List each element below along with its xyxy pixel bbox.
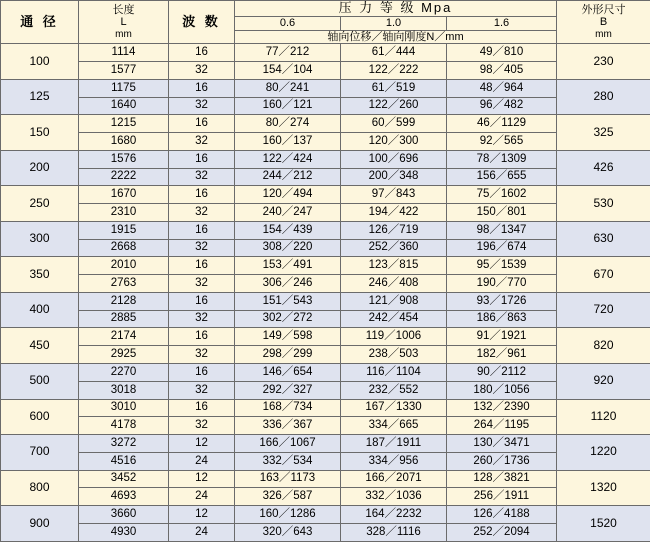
cell-length: 1915 <box>79 221 169 239</box>
cell-dn: 400 <box>1 292 79 328</box>
cell-dn: 900 <box>1 506 79 542</box>
header-outer-size: 外形尺寸 B mm <box>557 1 650 44</box>
cell-dn: 600 <box>1 399 79 435</box>
cell-length: 1576 <box>79 150 169 168</box>
cell-pressure-0-6: 120／494 <box>235 186 341 204</box>
cell-pressure-1-6: 264／1195 <box>447 417 557 435</box>
cell-length: 4516 <box>79 452 169 470</box>
header-length: 长度 L mm <box>79 1 169 44</box>
cell-wave-count: 32 <box>169 310 235 328</box>
cell-pressure-1-6: 49／810 <box>447 44 557 62</box>
cell-wave-count: 16 <box>169 328 235 346</box>
cell-pressure-0-6: 154／104 <box>235 61 341 79</box>
cell-outer-size: 670 <box>557 257 650 293</box>
table-row <box>1 44 650 62</box>
cell-length: 1114 <box>79 44 169 62</box>
cell-length: 4930 <box>79 523 169 541</box>
cell-wave-count: 32 <box>169 381 235 399</box>
table-row <box>1 452 650 470</box>
cell-outer-size: 720 <box>557 292 650 328</box>
cell-pressure-0-6: 149／598 <box>235 328 341 346</box>
cell-wave-count: 12 <box>169 470 235 488</box>
cell-length: 3660 <box>79 506 169 524</box>
cell-pressure-0-6: 320／643 <box>235 523 341 541</box>
cell-pressure-1-0: 116／1104 <box>341 364 447 382</box>
cell-outer-size: 1320 <box>557 470 650 506</box>
cell-dn: 350 <box>1 257 79 293</box>
cell-pressure-1-6: 186／863 <box>447 310 557 328</box>
cell-pressure-1-6: 48／964 <box>447 79 557 97</box>
header-pressure-0-6: 0.6 <box>235 16 341 30</box>
cell-dn: 150 <box>1 115 79 151</box>
cell-pressure-1-0: 122／260 <box>341 97 447 115</box>
cell-pressure-1-0: 242／454 <box>341 310 447 328</box>
table-row <box>1 488 650 506</box>
cell-wave-count: 16 <box>169 292 235 310</box>
table-row <box>1 310 650 328</box>
cell-length: 4178 <box>79 417 169 435</box>
cell-pressure-0-6: 160／137 <box>235 133 341 151</box>
cell-pressure-1-6: 260／1736 <box>447 452 557 470</box>
cell-pressure-0-6: 308／220 <box>235 239 341 257</box>
cell-length: 1577 <box>79 61 169 79</box>
cell-length: 1215 <box>79 115 169 133</box>
cell-pressure-1-6: 98／405 <box>447 61 557 79</box>
cell-pressure-1-0: 238／503 <box>341 346 447 364</box>
cell-pressure-0-6: 302／272 <box>235 310 341 328</box>
header-pressure-1-6: 1.6 <box>447 16 557 30</box>
cell-wave-count: 24 <box>169 452 235 470</box>
cell-pressure-0-6: 240／247 <box>235 204 341 222</box>
cell-wave-count: 24 <box>169 523 235 541</box>
header-dn: 通 径 <box>1 1 79 44</box>
cell-length: 3452 <box>79 470 169 488</box>
cell-pressure-1-6: 196／674 <box>447 239 557 257</box>
cell-pressure-1-6: 156／655 <box>447 168 557 186</box>
cell-pressure-1-0: 187／1911 <box>341 435 447 453</box>
cell-wave-count: 32 <box>169 204 235 222</box>
cell-dn: 100 <box>1 44 79 80</box>
table-row <box>1 257 650 275</box>
cell-pressure-1-0: 164／2232 <box>341 506 447 524</box>
cell-pressure-1-0: 194／422 <box>341 204 447 222</box>
table-row <box>1 435 650 453</box>
table-row <box>1 186 650 204</box>
cell-pressure-0-6: 80／241 <box>235 79 341 97</box>
cell-wave-count: 24 <box>169 488 235 506</box>
table-body <box>1 44 650 542</box>
cell-pressure-1-0: 119／1006 <box>341 328 447 346</box>
cell-pressure-0-6: 166／1067 <box>235 435 341 453</box>
cell-pressure-1-6: 252／2094 <box>447 523 557 541</box>
cell-pressure-1-0: 334／956 <box>341 452 447 470</box>
cell-length: 2010 <box>79 257 169 275</box>
cell-outer-size: 820 <box>557 328 650 364</box>
cell-pressure-1-6: 126／4188 <box>447 506 557 524</box>
cell-length: 2128 <box>79 292 169 310</box>
table-row <box>1 523 650 541</box>
cell-pressure-1-6: 128／3821 <box>447 470 557 488</box>
cell-wave-count: 32 <box>169 97 235 115</box>
table-row <box>1 506 650 524</box>
cell-dn: 125 <box>1 79 79 115</box>
cell-pressure-1-0: 61／444 <box>341 44 447 62</box>
table-header <box>1 1 650 44</box>
cell-length: 2763 <box>79 275 169 293</box>
cell-dn: 450 <box>1 328 79 364</box>
cell-pressure-1-0: 166／2071 <box>341 470 447 488</box>
cell-pressure-1-0: 332／1036 <box>341 488 447 506</box>
cell-outer-size: 530 <box>557 186 650 222</box>
cell-length: 3010 <box>79 399 169 417</box>
cell-outer-size: 1220 <box>557 435 650 471</box>
cell-wave-count: 16 <box>169 44 235 62</box>
cell-dn: 800 <box>1 470 79 506</box>
cell-outer-size: 1520 <box>557 506 650 542</box>
cell-wave-count: 32 <box>169 133 235 151</box>
cell-pressure-0-6: 336／367 <box>235 417 341 435</box>
header-row-1 <box>1 1 650 17</box>
table-row <box>1 221 650 239</box>
cell-pressure-1-0: 120／300 <box>341 133 447 151</box>
cell-pressure-1-6: 150／801 <box>447 204 557 222</box>
cell-pressure-1-6: 78／1309 <box>447 150 557 168</box>
cell-pressure-1-0: 121／908 <box>341 292 447 310</box>
cell-pressure-1-0: 122／222 <box>341 61 447 79</box>
table-row <box>1 417 650 435</box>
cell-pressure-0-6: 244／212 <box>235 168 341 186</box>
cell-pressure-0-6: 80／274 <box>235 115 341 133</box>
cell-wave-count: 12 <box>169 506 235 524</box>
cell-outer-size: 1120 <box>557 399 650 435</box>
cell-pressure-1-6: 182／961 <box>447 346 557 364</box>
cell-pressure-0-6: 122／424 <box>235 150 341 168</box>
header-pressure-1-0: 1.0 <box>341 16 447 30</box>
table-row <box>1 275 650 293</box>
cell-pressure-0-6: 154／439 <box>235 221 341 239</box>
cell-outer-size: 426 <box>557 150 650 186</box>
cell-length: 2310 <box>79 204 169 222</box>
cell-pressure-1-0: 334／665 <box>341 417 447 435</box>
cell-pressure-0-6: 151／543 <box>235 292 341 310</box>
table-row <box>1 79 650 97</box>
cell-pressure-1-0: 252／360 <box>341 239 447 257</box>
cell-wave-count: 32 <box>169 239 235 257</box>
cell-wave-count: 16 <box>169 221 235 239</box>
cell-wave-count: 16 <box>169 115 235 133</box>
cell-outer-size: 920 <box>557 364 650 400</box>
cell-wave-count: 16 <box>169 150 235 168</box>
cell-length: 1680 <box>79 133 169 151</box>
cell-length: 2270 <box>79 364 169 382</box>
cell-pressure-0-6: 77／212 <box>235 44 341 62</box>
cell-length: 4693 <box>79 488 169 506</box>
cell-pressure-1-6: 130／3471 <box>447 435 557 453</box>
cell-length: 2668 <box>79 239 169 257</box>
cell-pressure-1-6: 256／1911 <box>447 488 557 506</box>
cell-pressure-1-0: 328／1116 <box>341 523 447 541</box>
header-pressure-group: 压 力 等 级 Mpa <box>235 1 557 17</box>
table-row <box>1 292 650 310</box>
table-row <box>1 364 650 382</box>
cell-pressure-1-6: 46／1129 <box>447 115 557 133</box>
cell-pressure-0-6: 146／654 <box>235 364 341 382</box>
cell-wave-count: 16 <box>169 399 235 417</box>
cell-outer-size: 325 <box>557 115 650 151</box>
header-measure-definition: 轴向位移／轴向刚度N／mm <box>235 30 557 44</box>
cell-pressure-0-6: 168／734 <box>235 399 341 417</box>
table-row <box>1 168 650 186</box>
cell-wave-count: 16 <box>169 364 235 382</box>
cell-pressure-0-6: 160／1286 <box>235 506 341 524</box>
cell-dn: 300 <box>1 221 79 257</box>
cell-wave-count: 32 <box>169 346 235 364</box>
cell-pressure-0-6: 332／534 <box>235 452 341 470</box>
cell-outer-size: 230 <box>557 44 650 80</box>
cell-pressure-1-0: 61／519 <box>341 79 447 97</box>
cell-pressure-1-0: 60／599 <box>341 115 447 133</box>
cell-pressure-1-6: 132／2390 <box>447 399 557 417</box>
table-row <box>1 115 650 133</box>
cell-wave-count: 32 <box>169 417 235 435</box>
cell-length: 2885 <box>79 310 169 328</box>
cell-pressure-1-0: 246／408 <box>341 275 447 293</box>
cell-length: 2925 <box>79 346 169 364</box>
cell-pressure-0-6: 163／1173 <box>235 470 341 488</box>
cell-dn: 500 <box>1 364 79 400</box>
cell-pressure-1-0: 97／843 <box>341 186 447 204</box>
cell-dn: 250 <box>1 186 79 222</box>
table-row <box>1 399 650 417</box>
table-row <box>1 328 650 346</box>
cell-pressure-1-6: 180／1056 <box>447 381 557 399</box>
cell-pressure-1-6: 90／2112 <box>447 364 557 382</box>
cell-pressure-1-6: 98／1347 <box>447 221 557 239</box>
cell-wave-count: 32 <box>169 275 235 293</box>
cell-pressure-1-6: 92／565 <box>447 133 557 151</box>
cell-length: 1175 <box>79 79 169 97</box>
cell-outer-size: 280 <box>557 79 650 115</box>
cell-pressure-0-6: 153／491 <box>235 257 341 275</box>
table-row <box>1 133 650 151</box>
cell-dn: 200 <box>1 150 79 186</box>
table-row <box>1 204 650 222</box>
cell-length: 3272 <box>79 435 169 453</box>
table-row <box>1 470 650 488</box>
cell-pressure-1-6: 75／1602 <box>447 186 557 204</box>
cell-wave-count: 32 <box>169 168 235 186</box>
cell-length: 1670 <box>79 186 169 204</box>
cell-pressure-0-6: 306／246 <box>235 275 341 293</box>
cell-pressure-1-0: 167／1330 <box>341 399 447 417</box>
cell-wave-count: 12 <box>169 435 235 453</box>
cell-pressure-1-0: 126／719 <box>341 221 447 239</box>
table-row <box>1 150 650 168</box>
cell-length: 3018 <box>79 381 169 399</box>
cell-pressure-0-6: 292／327 <box>235 381 341 399</box>
cell-pressure-1-6: 95／1539 <box>447 257 557 275</box>
table-row <box>1 97 650 115</box>
table-row <box>1 61 650 79</box>
cell-length: 1640 <box>79 97 169 115</box>
cell-pressure-1-6: 91／1921 <box>447 328 557 346</box>
cell-pressure-1-0: 100／696 <box>341 150 447 168</box>
table-row <box>1 346 650 364</box>
cell-length: 2174 <box>79 328 169 346</box>
table-row <box>1 381 650 399</box>
cell-pressure-1-0: 123／815 <box>341 257 447 275</box>
cell-wave-count: 32 <box>169 61 235 79</box>
cell-pressure-1-6: 190／770 <box>447 275 557 293</box>
table-row <box>1 239 650 257</box>
cell-wave-count: 16 <box>169 257 235 275</box>
header-wave-count: 波 数 <box>169 1 235 44</box>
cell-outer-size: 630 <box>557 221 650 257</box>
cell-pressure-1-0: 200／348 <box>341 168 447 186</box>
cell-pressure-0-6: 160／121 <box>235 97 341 115</box>
cell-dn: 700 <box>1 435 79 471</box>
cell-pressure-1-0: 232／552 <box>341 381 447 399</box>
cell-pressure-1-6: 96／482 <box>447 97 557 115</box>
cell-pressure-0-6: 326／587 <box>235 488 341 506</box>
cell-wave-count: 16 <box>169 79 235 97</box>
cell-wave-count: 16 <box>169 186 235 204</box>
cell-length: 2222 <box>79 168 169 186</box>
cell-pressure-1-6: 93／1726 <box>447 292 557 310</box>
cell-pressure-0-6: 298／299 <box>235 346 341 364</box>
